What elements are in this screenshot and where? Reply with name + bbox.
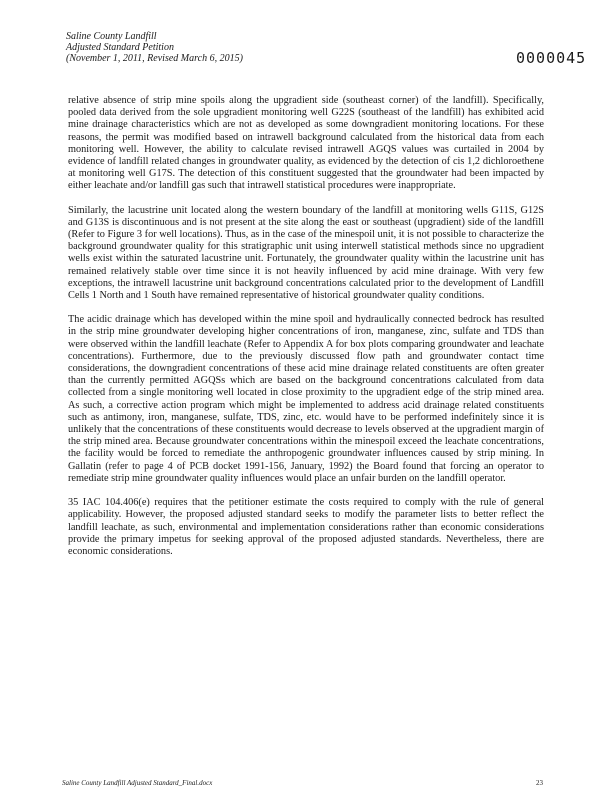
header-date: (November 1, 2011, Revised March 6, 2015) [66, 53, 243, 64]
paragraph-strip-mine-spoils: relative absence of strip mine spoils along the upgradient side (southeast corner) of the landfill). Specifically, pooled data derived from the sole upgradient monitoring well G22S (southeast of the landfill) has exhibited acid mine drainage characteristics which are not as developed as some downgradient monitoring locations. For these reasons, the permit was modified based on intrawell background calculated from the historical data from each monitoring well. However, the ability to calculate revised intrawell AGQS values was curtailed in 2004 by evidence of landfill related changes in groundwater quality, as evidenced by the detection of cis 1,2 dichloroethene at monitoring well G17S. The detection of this constituent suggested that the groundwater had been impacted by either leachate and/or landfill gas such that intrawell statistical procedures were inappropriate. [68, 95, 544, 192]
footer-filename: Saline County Landfill Adjusted Standard_Final.docx [62, 779, 213, 787]
document-body [68, 95, 544, 570]
header-document-title: Adjusted Standard Petition [66, 42, 174, 53]
paragraph-lacustrine-unit: Similarly, the lacustrine unit located along the western boundary of the landfill at monitoring wells G11S, G12S and G13S is discontinuous and is not present at the site along the east or southeast (upgradient) side of the landfill (Refer to Figure 3 for well locations). Thus, as in the case of the minespoil unit, it is not possible to characterize the background groundwater quality for this stratigraphic unit using interwell statistical methods since no upgradient wells exist within the saturated lacustrine unit. Fortunately, the groundwater quality within the lacustrine unit has remained relatively stable over time since it is not heavily influenced by acid mine drainage. With very few exceptions, the intrawell lacustrine unit background concentrations calculated prior to the development of Landfill Cells 1 North and 1 South have remained representative of historical groundwater quality conditions. [68, 204, 544, 302]
paragraph-cost-considerations: 35 IAC 104.406(e) requires that the petitioner estimate the costs required to comply with the rule of general applicability. However, the proposed adjusted standard seeks to modify the parameter lists to better reflect the landfill leachate, as such, environmental and implementation considerations rather than economic considerations provide the primary impetus for seeking approval of the proposed adjusted standards. Nevertheless, there are economic considerations. [68, 497, 544, 557]
page-number: 23 [536, 779, 543, 787]
paragraph-acidic-drainage: The acidic drainage which has developed within the mine spoil and hydraulically connected bedrock has resulted in the strip mine groundwater developing higher concentrations of iron, manganese, zinc, sulfate and TDS than were observed within the landfill leachate (Refer to Appendix A for box plots comparing groundwater and leachate concentrations). Furthermore, due to the previously discussed flow path and groundwater contact time considerations, the downgradient concentrations of these acid mine drainage related constituents are often greater than the currently permitted AGQSs which are based on the background concentrations calculated from data collected from a single monitoring well located in close proximity to the upgradient edge of the strip mined area. As such, a corrective action program which might be implemented to address acid drainage related constituents such as antimony, iron, manganese, sulfate, TDS, zinc, etc. would have to be performed indefinitely since it is unlikely that the concentrations of these constituents would decrease to levels observed at the upgradient margin of the strip mined area. Because groundwater concentrations within the minespoil exceed the leachate concentrations, the facility would be forced to remediate the anthropogenic groundwater influences caused by strip mining. In Gallatin (refer to page 4 of PCB docket 1991-156, January, 1992) the Board found that forcing an operator to remediate strip mine groundwater quality influences would place an unfair burden on the landfill operator. [68, 314, 544, 484]
document-number: 0000045 [516, 49, 587, 67]
header-facility-name: Saline County Landfill [66, 31, 157, 42]
